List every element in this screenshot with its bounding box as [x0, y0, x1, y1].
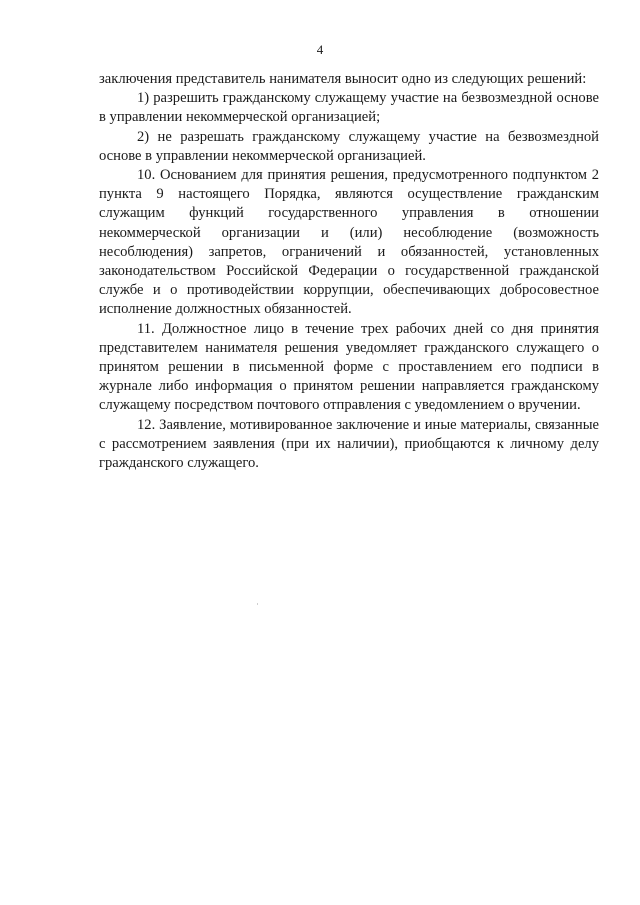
paragraph-option-allow: 1) разрешить гражданскому служащему участие на безвозмездной основе в управлении некоммерческой организацией; [99, 90, 599, 126]
paragraph-option-deny: 2) не разрешать гражданскому служащему участие на безвозмездной основе в управлении некоммерческой организацией. [99, 128, 599, 164]
page-number: 4 [316, 42, 324, 57]
paragraph-clause-11: 11. Должностное лицо в течение трех рабочих дней со дня принятия представителем нанимателя решения уведомляет гражданского служащего о принятом решении в письменной форме с проставлением его подписи в журнале либо информация о принятом решении направляется гражданскому служащему посредством почтового отправления с уведомлением о вручении. [99, 320, 599, 414]
document-body [99, 70, 599, 473]
paragraph-clause-10: 10. Основанием для принятия решения, предусмотренного подпунктом 2 пункта 9 настоящего Порядка, являются осуществление гражданским служащим функций государственного управления в отношении некоммерческой организации и (или) несоблюдение (возможность несоблюдения) запретов, ограничений и обязанностей, установленных законодательством Российской Федерации о государственной гражданской службе и о противодействии коррупции, обеспечивающих добросовестное исполнение должностных обязанностей. [99, 167, 599, 318]
paragraph-clause-12: 12. Заявление, мотивированное заключение и иные материалы, связанные с рассмотрением заявления (при их наличии), приобщаются к личному делу гражданского служащего. [99, 416, 599, 472]
scan-speck [257, 603, 258, 605]
paragraph-decision-intro: заключения представитель нанимателя выносит одно из следующих решений: [99, 71, 587, 87]
